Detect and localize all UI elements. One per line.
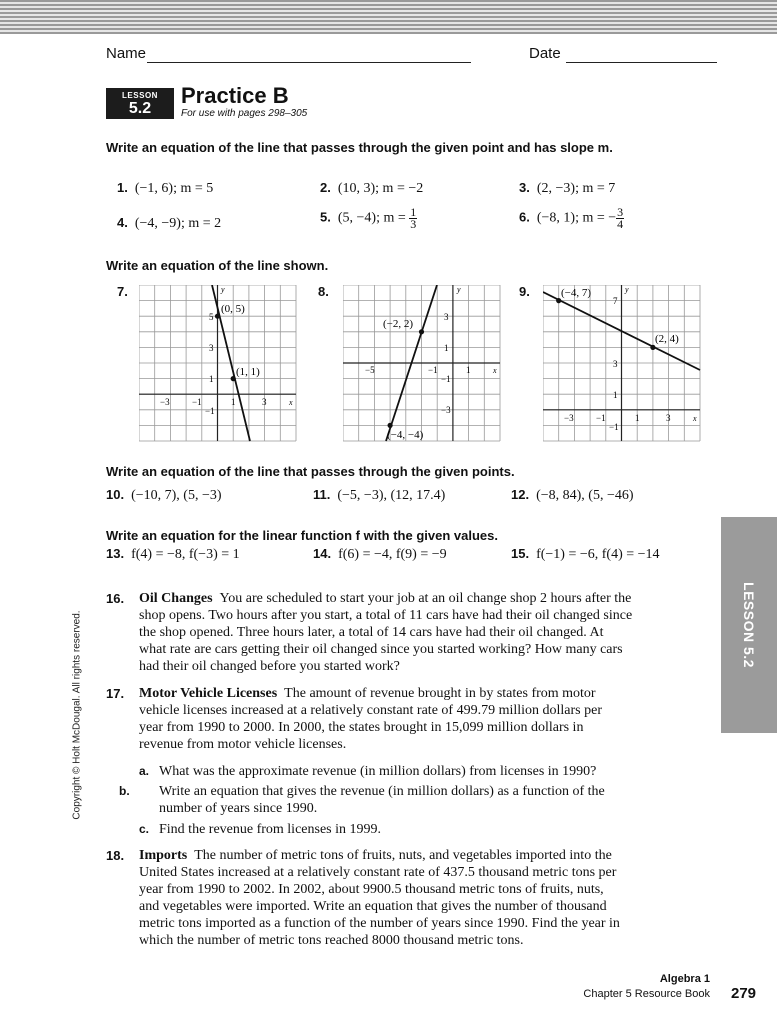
graph-9-label-2: (2, 4) — [655, 333, 679, 345]
svg-text:−1: −1 — [596, 413, 606, 423]
problem-3: 3. (2, −3); m = 7 — [519, 180, 616, 196]
svg-text:1: 1 — [466, 365, 471, 375]
question-18-number: 18. — [106, 848, 125, 863]
lesson-number: 5.2 — [128, 100, 152, 117]
question-17: Motor Vehicle Licenses The amount of revenue brought in by states from motor vehicle licenses increased at a relatively constant rate of 499.79 million dollars per year from 1990 to 2000. In 2000, the states brought in 15,099 million dollars in revenue from motor vehicle licenses. — [139, 686, 602, 752]
graph-7-label-2: (1, 1) — [236, 366, 260, 378]
svg-text:−3: −3 — [160, 397, 170, 407]
footer-book: Algebra 1 — [659, 973, 710, 985]
svg-text:−1: −1 — [441, 374, 451, 384]
svg-text:3: 3 — [262, 397, 267, 407]
graph-9-y-label: y — [625, 285, 629, 294]
question-17c: c. Find the revenue from licenses in 1999. — [139, 822, 382, 837]
lesson-badge — [106, 88, 174, 119]
page-number: 279 — [731, 985, 757, 1002]
problem-9-number: 9. — [519, 284, 530, 299]
svg-text:1: 1 — [209, 374, 214, 384]
copyright-notice: Copyright © Holt McDougal. All rights reserved. — [71, 610, 83, 820]
svg-text:1: 1 — [635, 413, 640, 423]
problem-11: 11. (−5, −3), (12, 17.4) — [313, 487, 446, 503]
side-tab — [721, 517, 777, 733]
problem-14: 14. f(6) = −4, f(9) = −9 — [313, 546, 447, 562]
graph-8-y-label: y — [457, 285, 461, 294]
problem-10: 10. (−10, 7), (5, −3) — [106, 487, 222, 503]
problem-6: 6. (−8, 1); m = − $\frac{3}{4}$ — [519, 205, 624, 231]
section-3-instructions: Write an equation of the line that passes through the given points. — [106, 464, 515, 479]
header-stripes — [0, 0, 777, 34]
problem-2: 2. (10, 3); m = −2 — [320, 180, 424, 196]
svg-text:3: 3 — [444, 312, 449, 322]
svg-text:−3: −3 — [564, 413, 574, 423]
problem-7-number: 7. — [117, 284, 128, 299]
svg-text:5: 5 — [209, 312, 214, 322]
problem-13: 13. f(4) = −8, f(−3) = 1 — [106, 546, 240, 562]
graph-8-x-label: x — [493, 366, 497, 375]
question-16-number: 16. — [106, 591, 125, 606]
graph-9-label-1: (−4, 7) — [561, 287, 592, 299]
svg-text:1: 1 — [444, 343, 449, 353]
name-line — [147, 62, 471, 63]
lesson-label: LESSON — [122, 91, 158, 100]
section-1-instructions: Write an equation of the line that passes through the given point and has slope m. — [106, 140, 613, 155]
question-17b: b. Write an equation that gives the revenue (in million dollars) as a function of the number of years since 1990. — [119, 784, 605, 816]
graph-7-point-1 — [215, 314, 220, 319]
svg-text:3: 3 — [613, 359, 618, 369]
svg-text:3: 3 — [209, 343, 214, 353]
question-17a: a. What was the approximate revenue (in million dollars) from licenses in 1990? — [139, 764, 597, 779]
question-16: Oil Changes You are scheduled to start your job at an oil change shop 2 hours after the shop opens. Two hours after you start, a total of 11 cars have had their oil changed since the shop opened. Three hours later, a total of 14 cars have had their oil changed. At what rate are cars getting their oil changed since you started working? How many cars had their oil changed before you started work? — [139, 591, 633, 674]
problem-4: 4. (−4, −9); m = 2 — [117, 215, 222, 231]
svg-text:−3: −3 — [441, 405, 451, 415]
svg-text:1: 1 — [231, 397, 236, 407]
section-4-instructions: Write an equation for the linear function f with the given values. — [106, 528, 498, 543]
question-17-number: 17. — [106, 686, 125, 701]
question-18: Imports The number of metric tons of fruits, nuts, and vegetables imported into the United States increased at a relatively constant rate of 437.5 thousand metric tons per year from 1990 to 2002. In 2002, about 9900.5 thousand metric tons of fruits, nuts, and vegetables were imported. Write an equation that gives the number of thousand metric tons imported as a function of the number of years since 1990. Find the year in which the number of metric tons reached 8000 thousand metric tons. — [139, 848, 620, 948]
graph-7-x-label: x — [289, 398, 293, 407]
page-subtitle: For use with pages 298–305 — [181, 108, 308, 119]
svg-text:−1: −1 — [609, 422, 619, 432]
svg-text:−1: −1 — [205, 406, 215, 416]
graph-9-x-label: x — [693, 414, 697, 423]
graph-8-point-2 — [388, 423, 393, 428]
svg-text:1: 1 — [613, 390, 618, 400]
graph-8-point-1 — [419, 329, 424, 334]
name-label: Name — [106, 45, 147, 62]
graph-7-ticks — [160, 312, 267, 416]
problem-15: 15. f(−1) = −6, f(4) = −14 — [511, 546, 660, 562]
problem-8-number: 8. — [318, 284, 329, 299]
graph-7-y-label: y — [221, 285, 225, 294]
graph-8-label-2: (−4, −4) — [387, 429, 424, 441]
graph-9-point-2 — [650, 345, 655, 350]
svg-text:−5: −5 — [365, 365, 375, 375]
footer-resource: Chapter 5 Resource Book — [583, 988, 710, 1000]
page-title: Practice B — [181, 83, 289, 108]
graph-7 — [139, 285, 297, 442]
date-label: Date — [529, 45, 561, 62]
svg-text:7: 7 — [613, 296, 618, 306]
date-line — [566, 62, 717, 63]
svg-text:−1: −1 — [428, 365, 438, 375]
graph-8-label-1: (−2, 2) — [383, 318, 414, 330]
graph-7-label-1: (0, 5) — [221, 303, 245, 315]
side-tab-label: LESSON 5.2 — [741, 582, 757, 668]
graph-9 — [543, 285, 701, 442]
graph-8 — [343, 285, 501, 442]
section-2-instructions: Write an equation of the line shown. — [106, 258, 329, 273]
problem-12: 12. (−8, 84), (5, −46) — [511, 487, 634, 503]
svg-text:3: 3 — [666, 413, 671, 423]
problem-1: 1. (−1, 6); m = 5 — [117, 180, 214, 196]
problem-5: 5. (5, −4); m = $\frac{1}{3}$ — [320, 205, 417, 231]
svg-text:−1: −1 — [192, 397, 202, 407]
